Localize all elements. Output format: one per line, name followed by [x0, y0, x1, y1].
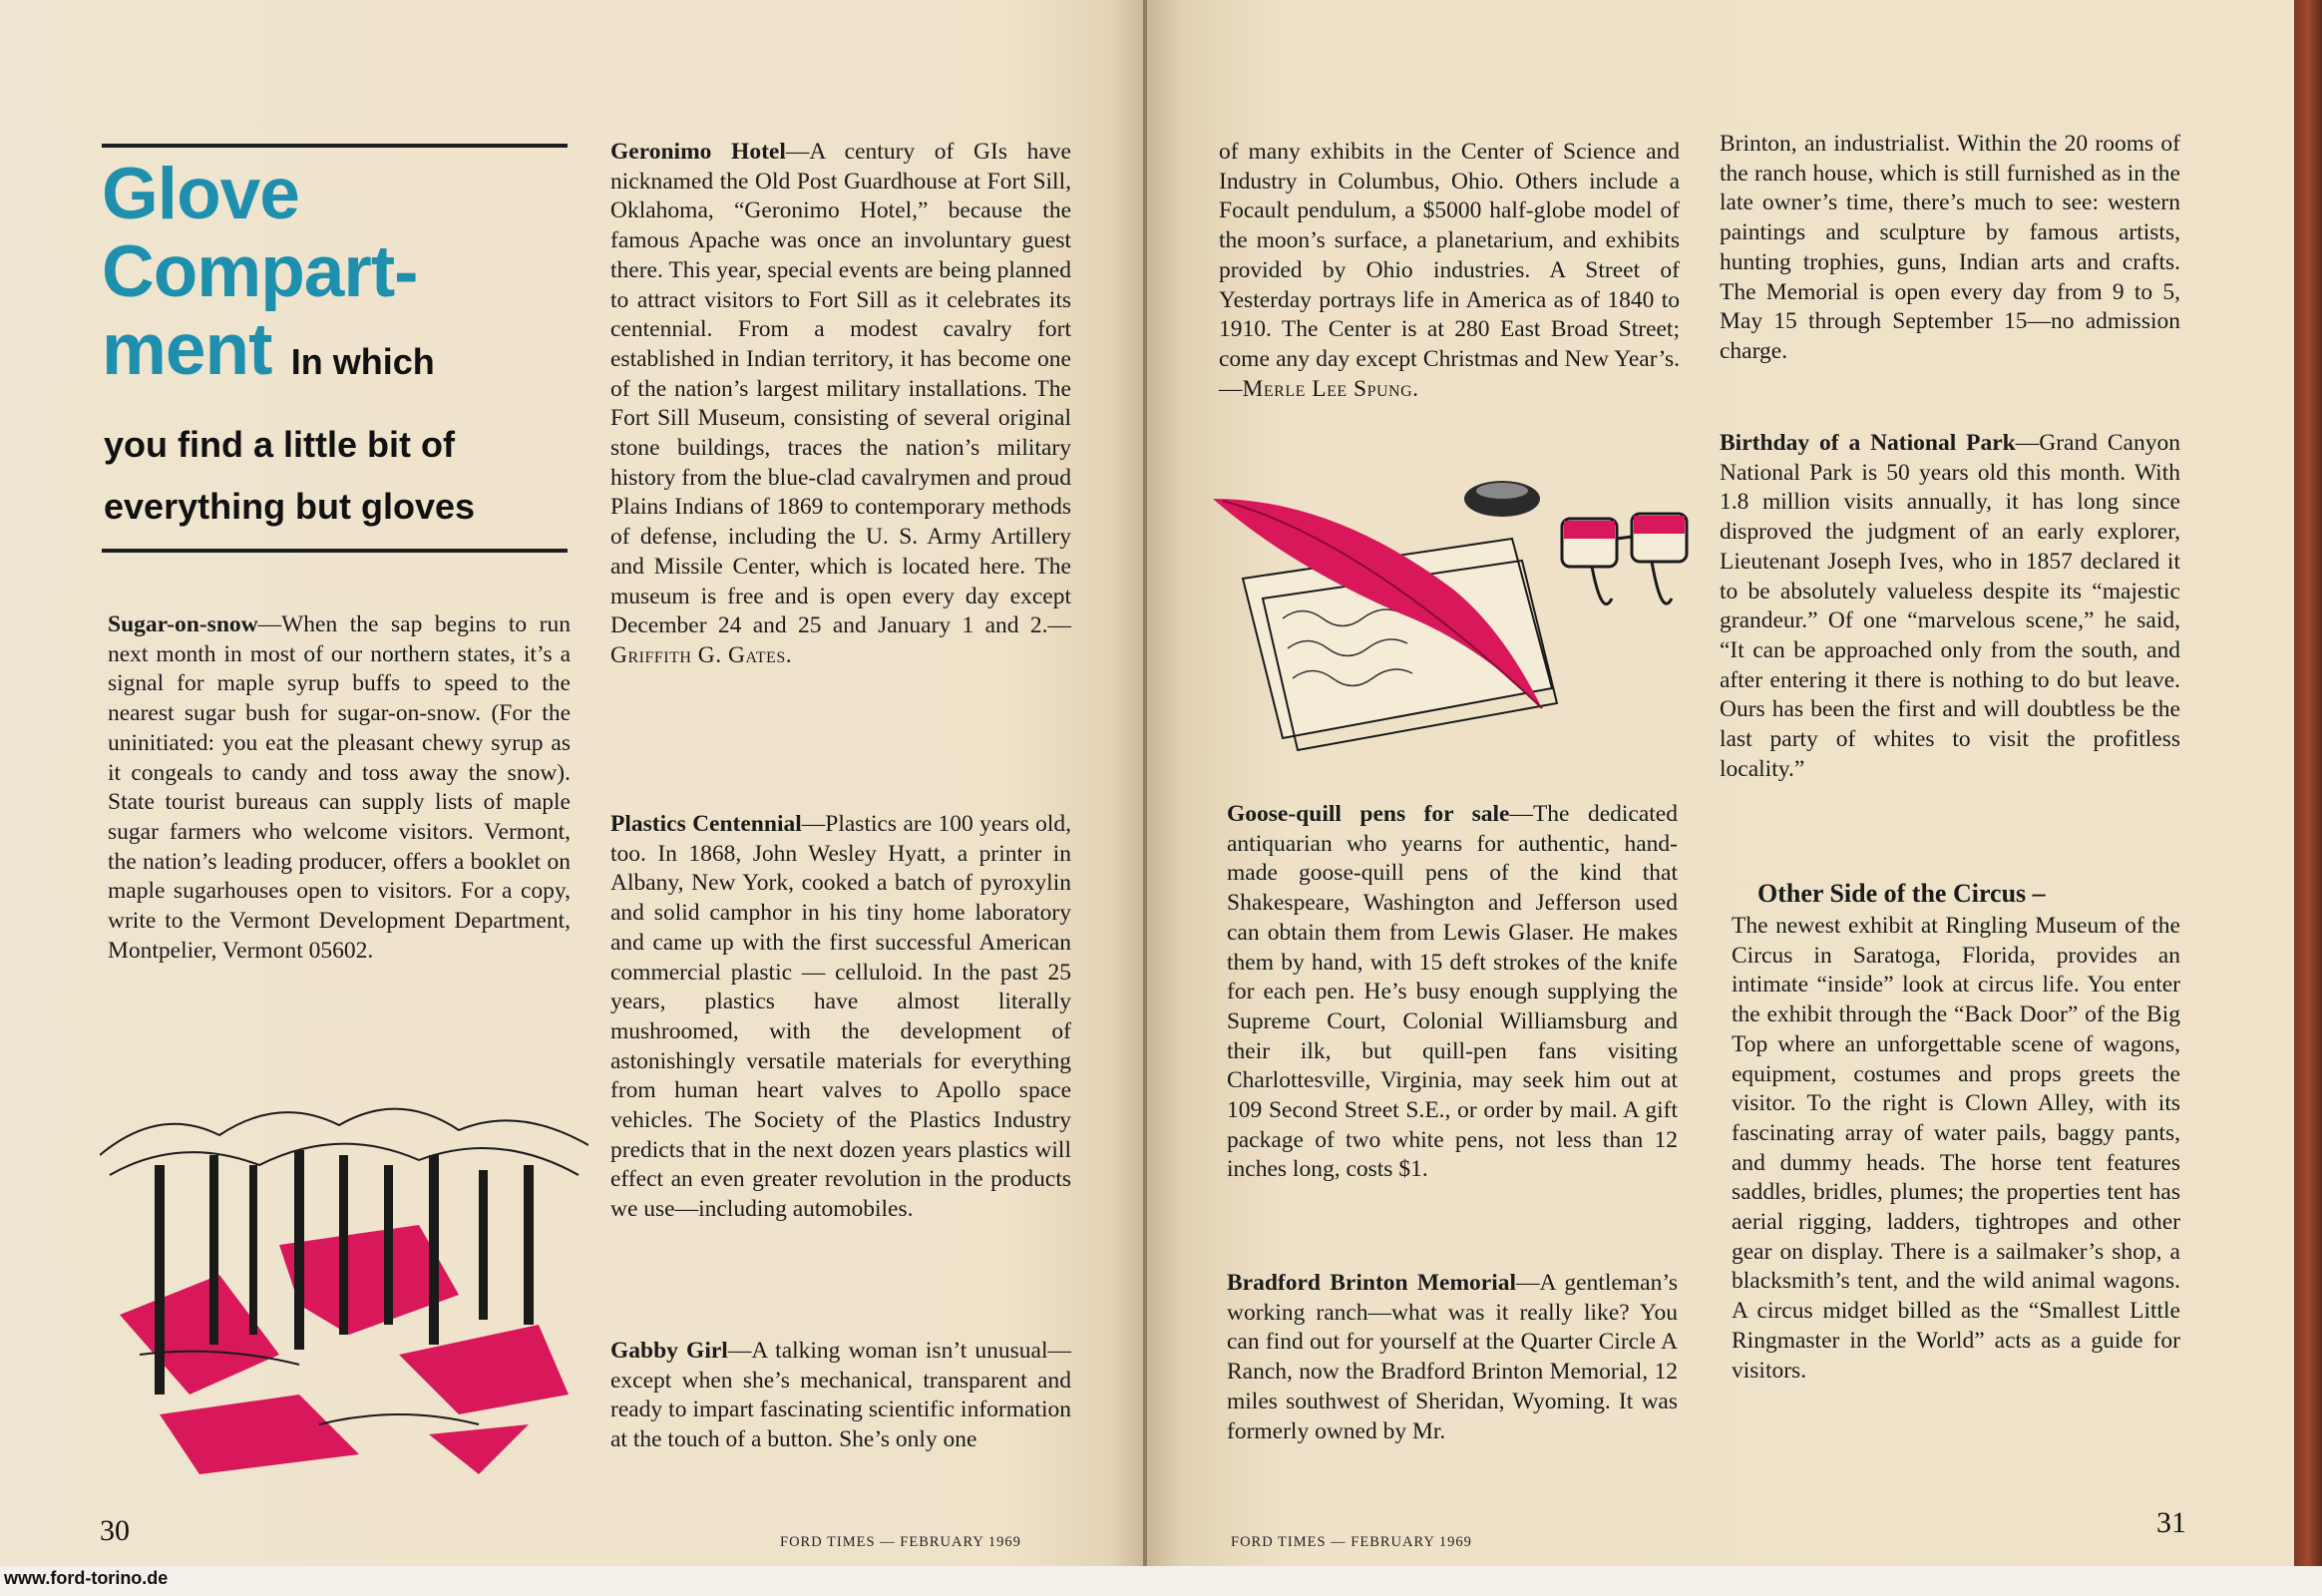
article-byline: Merle Lee Spung.	[1242, 375, 1419, 402]
article-gabby-girl	[610, 1337, 1071, 1455]
magazine-cover-edge	[2294, 0, 2322, 1596]
article-plastics-centennial	[610, 810, 1071, 1225]
title-line-3: ment	[102, 309, 272, 390]
title-top-rule	[102, 144, 568, 148]
subtitle-line-2: everything but gloves	[104, 486, 476, 527]
article-heading-dash: –	[2026, 879, 2046, 908]
subtitle-line-1: you find a little bit of	[104, 424, 455, 465]
article-heading: Geronimo Hotel	[610, 139, 786, 165]
title-bottom-rule	[102, 549, 568, 553]
page-title	[102, 156, 580, 401]
quill-pen-illustration	[1213, 469, 1712, 768]
left-page	[0, 0, 1145, 1596]
article-geronimo-hotel	[610, 138, 1071, 671]
article-body: —Grand Canyon National Park is 50 years old this month. With 1.8 million visits annually, it has long since disproved the judgment of an early explorer, Lieutenant Joseph Ives, who in 1857 declared it to be absolutely valueless despite its “majestic grandeur.” Of one “marvelous scene,” he said, “It can be approached only from the south, and after entering it there is nothing to do but leave. Ours has been the first and will doubtless be the last party of whites to visit the profitless locality.”	[1720, 430, 2180, 782]
right-page	[1147, 0, 2304, 1596]
article-heading: Birthday of a National Park	[1720, 430, 2016, 456]
article-heading: Sugar-on-snow	[108, 611, 258, 637]
article-body: Brinton, an industrialist. Within the 20 rooms of the ranch house, which is still furnished as in the late owner’s time, there’s much to see: western paintings and sculpture by famous artists, hunting trophies, guns, Indian arts and crafts. The Memorial is open every day from 9 to 5, May 15 through September 15—no admission charge.	[1720, 131, 2180, 364]
article-national-park	[1720, 429, 2180, 784]
title-line-2: Compart-	[102, 231, 418, 312]
watermark-url: www.ford-torino.de	[4, 1568, 169, 1588]
article-heading: Plastics Centennial	[610, 811, 802, 837]
page-number-left: 30	[100, 1514, 130, 1547]
article-bradford-brinton-continued	[1720, 130, 2180, 367]
page-number-right: 31	[2156, 1506, 2186, 1539]
article-heading: Other Side of the Circus	[1757, 879, 2027, 908]
article-sugar-on-snow	[108, 610, 571, 966]
running-head-right: FORD TIMES — FEBRUARY 1969	[1231, 1534, 1472, 1550]
article-bradford-brinton	[1227, 1269, 1678, 1446]
article-byline: Griffith G. Gates.	[610, 641, 793, 668]
article-other-side-of-circus	[1732, 878, 2180, 1386]
article-body: —A gentleman’s working ranch—what was it really like? You can find out for yourself at the Quarter Circle A Ranch, now the Bradford Brinton Memorial, 12 miles southwest of Sheridan, Wyoming. It was formerly owned by Mr.	[1227, 1270, 1678, 1444]
article-body: of many exhibits in the Center of Science and Industry in Columbus, Ohio. Others include a Focault pendulum, a $5000 half-globe model of the moon’s surface, a planetarium, and exhibits provided by Ohio industries. A Street of Yesterday portrays life in America as of 1840 to 1910. The Center is at 280 East Broad Street; come any day except Christmas and New Year’s.—	[1219, 139, 1680, 402]
article-body: —Plastics are 100 years old, too. In 1868, John Wesley Hyatt, a printer in Albany, New York, cooked a batch of pyroxylin and solid camphor in his tiny home laboratory and came up with the first successful American commercial plastic — celluloid. In the past 25 years, plastics have almost literally mushroomed, with the development of astonishingly versatile materials for everything from human heart valves to Apollo space vehicles. The Society of the Plastics Industry predicts that in the next dozen years plastics will effect an even greater revolution in the products we use—including automobiles.	[610, 811, 1071, 1223]
article-heading: Goose-quill pens for sale	[1227, 801, 1510, 827]
article-goose-quill-pens	[1227, 800, 1678, 1185]
article-body: —A talking woman isn’t unusual—except when she’s mechanical, transparent and ready to impart fascinating scientific information at the touch of a button. She’s only one	[610, 1338, 1072, 1453]
maple-forest-illustration	[100, 1095, 588, 1484]
article-body: —A century of GIs have nicknamed the Old Post Guardhouse at Fort Sill, Oklahoma, “Geronimo Hotel,” because the famous Apache was once an involuntary guest there. This year, special events are being planned to attract visitors to Fort Sill as it celebrates its centennial. From a modest cavalry fort established in Indian territory, it has become one of the nation’s largest military installations. The Fort Sill Museum, consisting of several original stone buildings, traces the nation’s military history from the blue-clad cavalrymen and proud Plains Indians of 1869 to contemporary methods of defense, including the U. S. Army Artillery and Missile Center, which is located here. The museum is free and is open every day except December 24 and 25 and January 1 and 2.—	[610, 139, 1071, 639]
article-body: The newest exhibit at Ringling Museum of the Circus in Saratoga, Florida, provides an intimate “inside” look at circus life. You enter the exhibit through the “Back Door” of the Big Top where an unforgettable scene of wagons, equipment, costumes and props greets the visitor. To the right is Clown Alley, with its fascinating array of water pails, baggy pants, and dummy heads. The horse tent features saddles, bridles, plumes; the properties tent has aerial rigging, ladders, tightropes and other gear on display. There is a sailmaker’s shop, a blacksmith’s tent, and the wild animal wagons. A circus midget billed as the “Smallest Little Ringmaster in the World” acts as a guide for visitors.	[1732, 913, 2180, 1384]
article-body: —The dedicated antiquarian who yearns for authentic, hand-made goose-quill pens of the kind that Shakespeare, Washington and Jefferson used can obtain them from Lewis Glaser. He makes them by hand, with 15 deft strokes of the knife for each pen. He’s busy enough supplying the Supreme Court, Colonial Williamsburg and their ilk, but quill-pen fans visiting Charlottesville, Virginia, may seek him out at 109 Second Street S.E., or order by mail. A gift package of two white pens, not less than 12 inches long, costs $1.	[1227, 801, 1678, 1183]
article-gabby-girl-continued	[1219, 138, 1680, 404]
title-inline-tail: In which	[290, 341, 435, 382]
article-heading: Gabby Girl	[610, 1338, 728, 1364]
scan-footer-strip	[0, 1566, 2322, 1596]
title-line-1: Glove	[102, 154, 299, 234]
running-head-left: FORD TIMES — FEBRUARY 1969	[780, 1534, 1021, 1550]
article-body: —When the sap begins to run next month in most of our northern states, it’s a signal for maple syrup buffs to speed to the nearest sugar bush for sugar-on-snow. (For the uninitiated: you eat the pleasant chewy syrup as it congeals to candy and toss away the snow). State tourist bureaus can supply lists of maple sugar farmers who welcome visitors. Vermont, the nation’s leading producer, offers a booklet on maple sugarhouses open to visitors. For a copy, write to the Vermont Development Department, Montpelier, Vermont 05602.	[108, 611, 571, 964]
article-heading: Bradford Brinton Memorial	[1227, 1270, 1517, 1296]
